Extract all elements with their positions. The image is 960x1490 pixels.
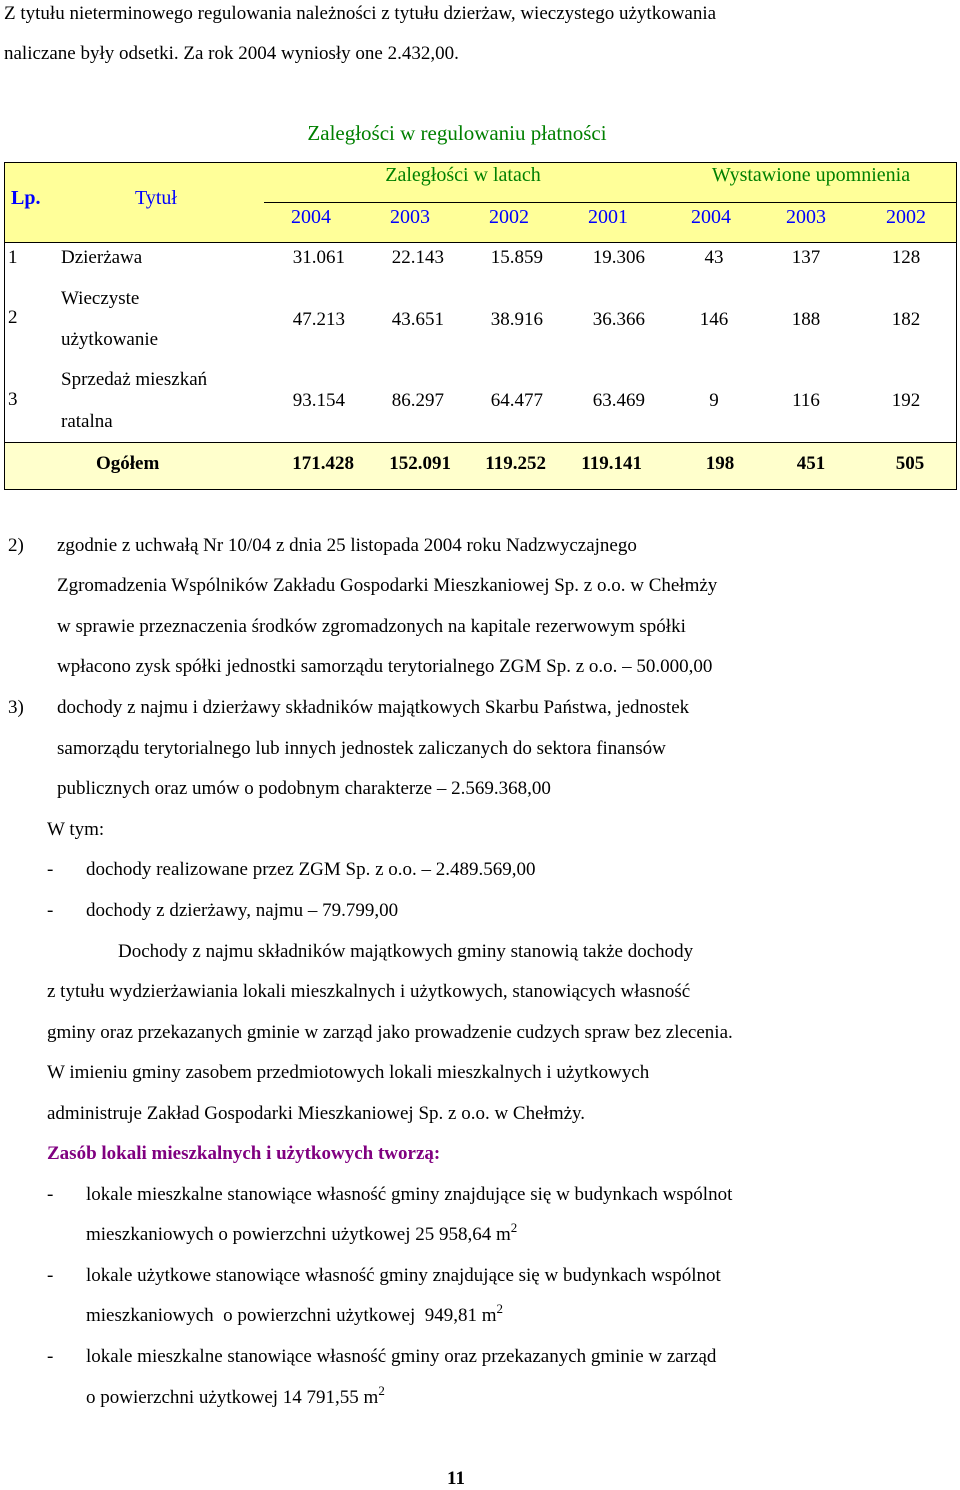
intro-line-2: naliczane były odsetki. Za rok 2004 wyniosły one 2.432,00. bbox=[4, 43, 459, 64]
header-group-latach: Zaległości w latach bbox=[385, 164, 541, 186]
header-year: 2003 bbox=[786, 206, 826, 228]
header-year: 2001 bbox=[588, 206, 628, 228]
paragraph-line: Dochody z najmu składników majątkowych gminy stanowią także dochody bbox=[118, 941, 694, 962]
paragraph-line: W imieniu gminy zasobem przedmiotowych lokali mieszkalnych i użytkowych bbox=[47, 1062, 650, 1083]
item-line: Zgromadzenia Wspólników Zakładu Gospodarki Mieszkaniowej Sp. z o.o. w Chełmży bbox=[57, 575, 718, 596]
paragraph-line: z tytułu wydzierżawiania lokali mieszkalnych i użytkowych, stanowiących własność bbox=[47, 981, 691, 1002]
income-item: dochody z dzierżawy, najmu – 79.799,00 bbox=[86, 900, 399, 921]
intro-line-1: Z tytułu nieterminowego regulowania należności z tytułu dzierżaw, wieczystego użytkowania bbox=[4, 3, 717, 24]
zasob-item-line: lokale użytkowe stanowiące własność gminy znajdujące się w budynkach wspólnot bbox=[86, 1265, 721, 1286]
total-value: 171.428 bbox=[292, 453, 354, 474]
header-year: 2002 bbox=[489, 206, 529, 228]
dash-bullet: - bbox=[47, 1346, 54, 1367]
header-year: 2002 bbox=[886, 206, 926, 228]
row-value: 36.366 bbox=[592, 309, 645, 330]
row-value: 63.469 bbox=[592, 390, 645, 411]
zasob-item-line: mieszkaniowych o powierzchni użytkowej 949,81 $m^2$ bbox=[86, 1301, 504, 1326]
row-value: 43.651 bbox=[391, 309, 444, 330]
item-line: publicznych oraz umów o podobnym charakterze – 2.569.368,00 bbox=[57, 778, 551, 799]
total-label: Ogółem bbox=[96, 453, 160, 474]
row-value: 93.154 bbox=[292, 390, 345, 411]
row-title: Wieczyste bbox=[61, 288, 140, 309]
row-value: 22.143 bbox=[391, 247, 444, 268]
item-number: 3) bbox=[8, 697, 24, 718]
row-title: ratalna bbox=[61, 411, 113, 432]
superscript: 2 bbox=[378, 1383, 385, 1398]
header-year: 2004 bbox=[691, 206, 731, 228]
zasob-heading: Zasób lokali mieszkalnych i użytkowych tworzą: bbox=[47, 1143, 441, 1164]
row-value: 43 bbox=[704, 247, 724, 268]
dash-bullet: - bbox=[47, 1265, 54, 1286]
dash-bullet: - bbox=[47, 859, 54, 880]
row-value: 182 bbox=[891, 309, 921, 330]
row-value: 146 bbox=[699, 309, 729, 330]
row-value: 19.306 bbox=[592, 247, 645, 268]
zasob-item-line: lokale mieszkalne stanowiące własność gminy znajdujące się w budynkach wspólnot bbox=[86, 1184, 733, 1205]
superscript: 2 bbox=[510, 1220, 518, 1235]
row-title: użytkowanie bbox=[61, 329, 159, 350]
row-lp: 3 bbox=[8, 389, 18, 410]
row-value: 128 bbox=[891, 247, 921, 268]
row-value: 47.213 bbox=[292, 309, 345, 330]
row-title: Sprzedaż mieszkań bbox=[61, 369, 208, 390]
total-value: 505 bbox=[895, 453, 925, 474]
header-group-upomnienia: Wystawione upomnienia bbox=[711, 164, 911, 186]
header-year: 2003 bbox=[390, 206, 430, 228]
page-number: 11 bbox=[447, 1468, 465, 1489]
header-year: 2004 bbox=[291, 206, 331, 228]
zasob-item-line: mieszkaniowych o powierzchni użytkowej 25 958,64 $m^2$ bbox=[86, 1220, 518, 1245]
item-line: wpłacono zysk spółki jednostki samorządu terytorialnego ZGM Sp. z o.o. – 50.000,00 bbox=[57, 656, 713, 677]
item-line: w sprawie przeznaczenia środków zgromadzonych na kapitale rezerwowym spółki bbox=[57, 616, 686, 637]
arrears-table bbox=[4, 162, 957, 490]
item-line: dochody z najmu i dzierżawy składników majątkowych Skarbu Państwa, jednostek bbox=[57, 697, 690, 718]
item-line: samorządu terytorialnego lub innych jednostek zaliczanych do sektora finansów bbox=[57, 738, 666, 759]
total-value: 152.091 bbox=[389, 453, 451, 474]
dash-bullet: - bbox=[47, 900, 54, 921]
item-number: 2) bbox=[8, 535, 24, 556]
row-lp: 1 bbox=[8, 247, 18, 268]
item-line: zgodnie z uchwałą Nr 10/04 z dnia 25 listopada 2004 roku Nadzwyczajnego bbox=[57, 535, 637, 556]
row-value: 9 bbox=[709, 390, 719, 411]
superscript: 2 bbox=[496, 1301, 504, 1316]
header-lp: Lp. bbox=[11, 187, 41, 209]
zasob-item-line: lokale mieszkalne stanowiące własność gminy oraz przekazanych gminie w zarząd bbox=[86, 1346, 717, 1367]
total-value: 119.141 bbox=[581, 453, 642, 474]
header-tytul: Tytuł bbox=[135, 187, 177, 209]
row-value: 188 bbox=[791, 309, 821, 330]
total-value: 451 bbox=[796, 453, 826, 474]
row-value: 192 bbox=[891, 390, 921, 411]
row-value: 116 bbox=[792, 390, 820, 411]
total-value: 119.252 bbox=[485, 453, 546, 474]
row-lp: 2 bbox=[8, 307, 18, 328]
row-value: 15.859 bbox=[490, 247, 543, 268]
w-tym-label: W tym: bbox=[47, 819, 105, 840]
paragraph-line: gminy oraz przekazanych gminie w zarząd jako prowadzenie cudzych spraw bez zlecenia. bbox=[47, 1022, 733, 1043]
paragraph-line: administruje Zakład Gospodarki Mieszkaniowej Sp. z o.o. w Chełmży. bbox=[47, 1103, 586, 1124]
row-value: 31.061 bbox=[292, 247, 345, 268]
row-title: Dzierżawa bbox=[61, 247, 143, 268]
row-value: 64.477 bbox=[490, 390, 543, 411]
row-value: 38.916 bbox=[490, 309, 543, 330]
row-value: 137 bbox=[791, 247, 821, 268]
total-value: 198 bbox=[705, 453, 735, 474]
row-value: 86.297 bbox=[391, 390, 444, 411]
table-title: Zaległości w regulowaniu płatności bbox=[307, 121, 607, 145]
zasob-item-line: o powierzchni użytkowej 14 791,55 $m^2$ bbox=[86, 1383, 385, 1408]
dash-bullet: - bbox=[47, 1184, 54, 1205]
income-item: dochody realizowane przez ZGM Sp. z o.o. – 2.489.569,00 bbox=[86, 859, 536, 880]
